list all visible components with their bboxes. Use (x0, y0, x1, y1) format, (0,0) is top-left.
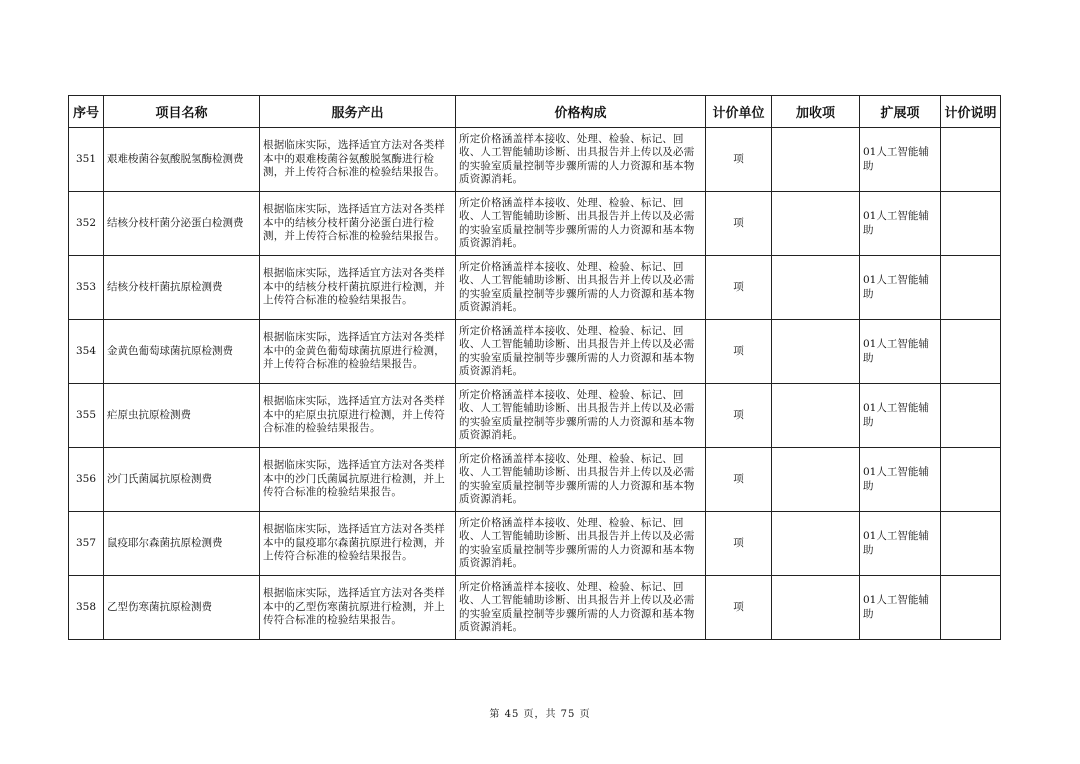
row-pricing-note (941, 128, 1001, 192)
row-extension: 01人工智能辅助 (860, 576, 941, 640)
row-extra-charge (772, 576, 860, 640)
row-extra-charge (772, 512, 860, 576)
row-item-name: 疟原虫抗原检测费 (104, 384, 260, 448)
header-ext: 扩展项 (860, 96, 941, 128)
row-unit: 项 (706, 320, 772, 384)
row-unit: 项 (706, 384, 772, 448)
table-row (69, 128, 1001, 192)
row-seq: 356 (69, 448, 104, 512)
row-service-output: 根据临床实际，选择适宜方法对各类样本中的结核分枝杆菌抗原进行检测，并上传符合标准的检验结果报告。 (260, 256, 456, 320)
row-price-composition: 所定价格涵盖样本接收、处理、检验、标记、回收、人工智能辅助诊断、出具报告并上传以及必需的实验室质量控制等步骤所需的人力资源和基本物质资源消耗。 (456, 576, 706, 640)
row-seq: 352 (69, 192, 104, 256)
row-price-composition: 所定价格涵盖样本接收、处理、检验、标记、回收、人工智能辅助诊断、出具报告并上传以及必需的实验室质量控制等步骤所需的人力资源和基本物质资源消耗。 (456, 384, 706, 448)
row-unit: 项 (706, 576, 772, 640)
row-extension: 01人工智能辅助 (860, 448, 941, 512)
row-seq: 358 (69, 576, 104, 640)
table-row (69, 256, 1001, 320)
table-row (69, 576, 1001, 640)
row-extra-charge (772, 320, 860, 384)
row-pricing-note (941, 448, 1001, 512)
row-service-output: 根据临床实际，选择适宜方法对各类样本中的结核分枝杆菌分泌蛋白进行检测，并上传符合标准的检验结果报告。 (260, 192, 456, 256)
row-service-output: 根据临床实际，选择适宜方法对各类样本中的沙门氏菌属抗原进行检测，并上传符合标准的检验结果报告。 (260, 448, 456, 512)
row-price-composition: 所定价格涵盖样本接收、处理、检验、标记、回收、人工智能辅助诊断、出具报告并上传以及必需的实验室质量控制等步骤所需的人力资源和基本物质资源消耗。 (456, 128, 706, 192)
row-item-name: 结核分枝杆菌分泌蛋白检测费 (104, 192, 260, 256)
row-unit: 项 (706, 192, 772, 256)
row-unit: 项 (706, 128, 772, 192)
price-table (68, 95, 1001, 640)
row-seq: 353 (69, 256, 104, 320)
row-unit: 项 (706, 256, 772, 320)
row-extension: 01人工智能辅助 (860, 256, 941, 320)
row-extension: 01人工智能辅助 (860, 320, 941, 384)
row-unit: 项 (706, 512, 772, 576)
row-service-output: 根据临床实际，选择适宜方法对各类样本中的艰难梭菌谷氨酸脱氢酶进行检测，并上传符合标准的检验结果报告。 (260, 128, 456, 192)
table-header-row (69, 96, 1001, 128)
row-seq: 354 (69, 320, 104, 384)
row-price-composition: 所定价格涵盖样本接收、处理、检验、标记、回收、人工智能辅助诊断、出具报告并上传以及必需的实验室质量控制等步骤所需的人力资源和基本物质资源消耗。 (456, 448, 706, 512)
table-row (69, 448, 1001, 512)
table-row (69, 384, 1001, 448)
row-item-name: 结核分枝杆菌抗原检测费 (104, 256, 260, 320)
table-row (69, 512, 1001, 576)
row-extension: 01人工智能辅助 (860, 512, 941, 576)
row-price-composition: 所定价格涵盖样本接收、处理、检验、标记、回收、人工智能辅助诊断、出具报告并上传以及必需的实验室质量控制等步骤所需的人力资源和基本物质资源消耗。 (456, 192, 706, 256)
header-name: 项目名称 (104, 96, 260, 128)
row-unit: 项 (706, 448, 772, 512)
row-service-output: 根据临床实际，选择适宜方法对各类样本中的疟原虫抗原进行检测，并上传符合标准的检验结果报告。 (260, 384, 456, 448)
row-item-name: 艰难梭菌谷氨酸脱氢酶检测费 (104, 128, 260, 192)
row-price-composition: 所定价格涵盖样本接收、处理、检验、标记、回收、人工智能辅助诊断、出具报告并上传以及必需的实验室质量控制等步骤所需的人力资源和基本物质资源消耗。 (456, 512, 706, 576)
row-pricing-note (941, 576, 1001, 640)
row-extra-charge (772, 192, 860, 256)
row-extension: 01人工智能辅助 (860, 192, 941, 256)
row-pricing-note (941, 320, 1001, 384)
row-pricing-note (941, 384, 1001, 448)
table-row (69, 192, 1001, 256)
page-number-footer: 第 45 页，共 75 页 (489, 709, 591, 720)
row-item-name: 鼠疫耶尔森菌抗原检测费 (104, 512, 260, 576)
row-service-output: 根据临床实际，选择适宜方法对各类样本中的金黄色葡萄球菌抗原进行检测，并上传符合标准的检验结果报告。 (260, 320, 456, 384)
row-extra-charge (772, 128, 860, 192)
row-price-composition: 所定价格涵盖样本接收、处理、检验、标记、回收、人工智能辅助诊断、出具报告并上传以及必需的实验室质量控制等步骤所需的人力资源和基本物质资源消耗。 (456, 256, 706, 320)
header-extra: 加收项 (772, 96, 860, 128)
row-extension: 01人工智能辅助 (860, 128, 941, 192)
header-note: 计价说明 (941, 96, 1001, 128)
row-pricing-note (941, 192, 1001, 256)
row-extra-charge (772, 384, 860, 448)
row-item-name: 金黄色葡萄球菌抗原检测费 (104, 320, 260, 384)
row-price-composition: 所定价格涵盖样本接收、处理、检验、标记、回收、人工智能辅助诊断、出具报告并上传以及必需的实验室质量控制等步骤所需的人力资源和基本物质资源消耗。 (456, 320, 706, 384)
row-pricing-note (941, 512, 1001, 576)
row-service-output: 根据临床实际，选择适宜方法对各类样本中的鼠疫耶尔森菌抗原进行检测，并上传符合标准的检验结果报告。 (260, 512, 456, 576)
header-service: 服务产出 (260, 96, 456, 128)
row-extra-charge (772, 256, 860, 320)
row-extra-charge (772, 448, 860, 512)
row-seq: 355 (69, 384, 104, 448)
row-pricing-note (941, 256, 1001, 320)
row-item-name: 沙门氏菌属抗原检测费 (104, 448, 260, 512)
row-extension: 01人工智能辅助 (860, 384, 941, 448)
row-item-name: 乙型伤寒菌抗原检测费 (104, 576, 260, 640)
header-unit: 计价单位 (706, 96, 772, 128)
header-price: 价格构成 (456, 96, 706, 128)
header-seq: 序号 (69, 96, 104, 128)
row-service-output: 根据临床实际，选择适宜方法对各类样本中的乙型伤寒菌抗原进行检测，并上传符合标准的检验结果报告。 (260, 576, 456, 640)
table-row (69, 320, 1001, 384)
row-seq: 357 (69, 512, 104, 576)
row-seq: 351 (69, 128, 104, 192)
